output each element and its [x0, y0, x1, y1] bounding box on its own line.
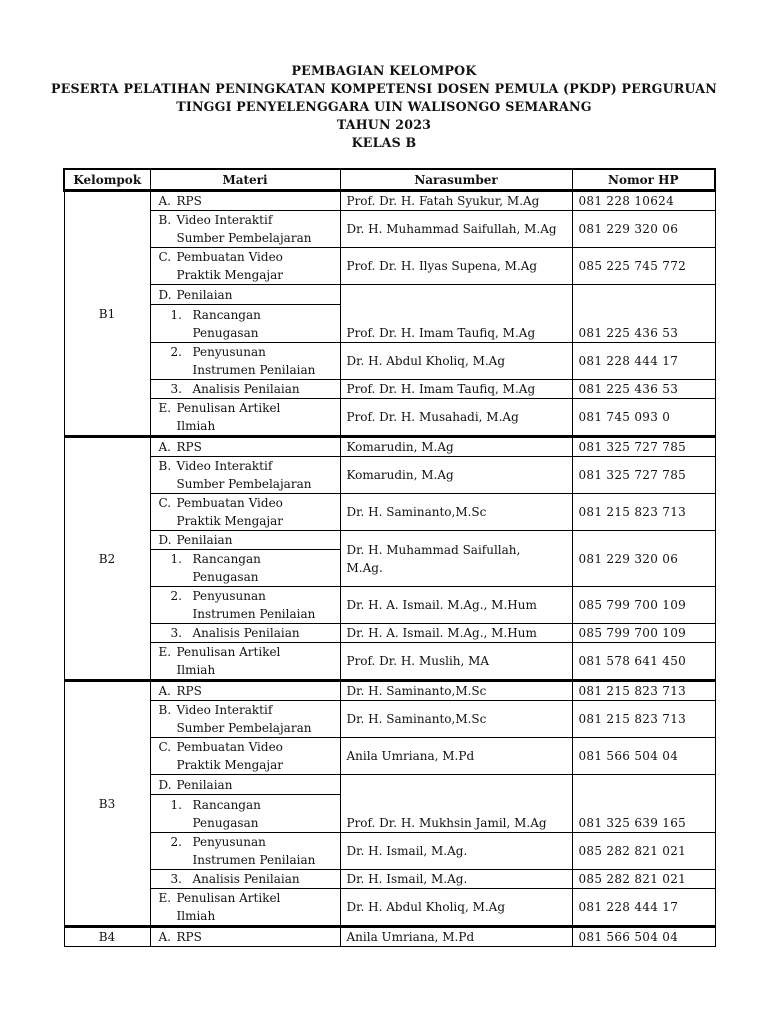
- materi-cell: [150, 211, 340, 248]
- phone-text: 081 228 444 17: [578, 900, 679, 914]
- materi-marker: D.: [158, 287, 172, 302]
- materi-marker: 3.: [170, 626, 182, 640]
- materi-text: Rancangan: [192, 307, 261, 322]
- table-row: [64, 248, 715, 285]
- phone-cell: [572, 624, 715, 643]
- narasumber-cell: [340, 494, 572, 531]
- phone-text: 081 229 320 06: [578, 222, 679, 236]
- materi-text: Rancangan: [192, 797, 261, 812]
- group-table: [63, 168, 716, 947]
- narasumber-cell: [340, 775, 572, 833]
- kelompok-cell: B4: [64, 927, 150, 947]
- materi-cell: [150, 191, 340, 211]
- materi-text: RPS: [176, 194, 202, 208]
- table-row: [64, 587, 715, 624]
- materi-text: RPS: [176, 684, 202, 698]
- phone-text: 081 229 320 06: [578, 551, 679, 566]
- table-row: [64, 738, 715, 775]
- materi-text: Pembuatan Video: [176, 496, 283, 510]
- table-row: [64, 775, 715, 795]
- materi-text: Sumber Pembelajaran: [176, 477, 312, 491]
- narasumber-cell: [340, 624, 572, 643]
- narasumber-text: Prof. Dr. H. Muslih, MA: [346, 654, 490, 668]
- materi-text: Penugasan: [192, 815, 259, 830]
- materi-text: Instrumen Penilaian: [192, 853, 316, 867]
- materi-text: Penyusunan: [192, 835, 266, 849]
- kelompok-cell: B3: [64, 681, 150, 927]
- materi-text: Instrumen Penilaian: [192, 607, 316, 621]
- materi-marker: 2.: [170, 589, 182, 603]
- narasumber-text: Dr. H. A. Ismail. M.Ag., M.Hum: [346, 598, 537, 612]
- doc-subtitle-2: TINGGI PENYELENGGARA UIN WALISONGO SEMARANG: [176, 99, 592, 114]
- narasumber-text: Komarudin, M.Ag: [346, 440, 454, 454]
- materi-cell: [150, 531, 340, 550]
- narasumber-text: Dr. H. Abdul Kholiq, M.Ag: [346, 354, 506, 368]
- table-header-row: [64, 169, 715, 191]
- narasumber-cell: [340, 343, 572, 380]
- materi-marker: 2.: [170, 835, 182, 849]
- materi-text: Ilmiah: [176, 419, 216, 433]
- materi-cell: [150, 457, 340, 494]
- phone-text: 081 578 641 450: [578, 654, 687, 668]
- phone-cell: [572, 889, 715, 927]
- narasumber-text-2: M.Ag.: [346, 560, 383, 575]
- phone-cell: [572, 643, 715, 681]
- materi-text: Penyusunan: [192, 589, 266, 603]
- materi-marker: C.: [158, 496, 172, 510]
- phone-cell: [572, 248, 715, 285]
- narasumber-text: Anila Umriana, M.Pd: [346, 749, 475, 763]
- phone-cell: [572, 775, 715, 833]
- materi-cell: [150, 399, 340, 437]
- materi-cell: [150, 775, 340, 795]
- materi-cell: [150, 380, 340, 399]
- phone-cell: [572, 343, 715, 380]
- materi-cell: [150, 701, 340, 738]
- group-b4: [64, 927, 715, 947]
- group-b3: [64, 681, 715, 927]
- table-row: [64, 701, 715, 738]
- phone-cell: [572, 457, 715, 494]
- table-row: [64, 927, 715, 947]
- narasumber-cell: [340, 738, 572, 775]
- table-row: [64, 889, 715, 927]
- col-header-nomor-hp: Nomor HP: [572, 169, 715, 191]
- materi-marker: D.: [158, 533, 172, 547]
- phone-cell: [572, 738, 715, 775]
- materi-cell: [150, 795, 340, 833]
- phone-text: 081 566 504 04: [578, 930, 679, 944]
- materi-text: Penilaian: [176, 287, 233, 302]
- materi-text: Penulisan Artikel: [176, 891, 281, 905]
- narasumber-text: Prof. Dr. H. Imam Taufiq, M.Ag: [346, 382, 536, 396]
- phone-cell: [572, 399, 715, 437]
- phone-cell: [572, 211, 715, 248]
- doc-year: TAHUN 2023: [336, 117, 432, 132]
- narasumber-cell: [340, 380, 572, 399]
- phone-cell: [572, 701, 715, 738]
- materi-text: Penugasan: [192, 570, 259, 584]
- table-row: [64, 399, 715, 437]
- materi-marker: A.: [158, 440, 171, 454]
- table-row: [64, 211, 715, 248]
- narasumber-text: Prof. Dr. H. Ilyas Supena, M.Ag: [346, 259, 538, 273]
- materi-marker: A.: [158, 930, 171, 944]
- narasumber-text: Dr. H. Ismail, M.Ag.: [346, 872, 468, 886]
- narasumber-text: Dr. H. Ismail, M.Ag.: [346, 844, 468, 858]
- table-row: [64, 437, 715, 457]
- materi-marker: 1.: [170, 797, 182, 812]
- table-row: [64, 531, 715, 550]
- kelompok-cell: B1: [64, 191, 150, 437]
- narasumber-cell: [340, 437, 572, 457]
- phone-text: 081 566 504 04: [578, 749, 679, 763]
- narasumber-cell: [340, 248, 572, 285]
- phone-text: 081 215 823 713: [578, 505, 687, 519]
- phone-cell: [572, 380, 715, 399]
- materi-marker: B.: [158, 459, 172, 473]
- materi-text: Penyusunan: [192, 345, 266, 359]
- materi-marker: E.: [158, 401, 172, 415]
- table-row: [64, 624, 715, 643]
- narasumber-text: Komarudin, M.Ag: [346, 468, 454, 482]
- materi-marker: 3.: [170, 872, 182, 886]
- phone-text: 081 325 727 785: [578, 440, 687, 454]
- materi-text: Analisis Penilaian: [192, 382, 300, 396]
- materi-cell: [150, 587, 340, 624]
- phone-cell: [572, 870, 715, 889]
- materi-text: Video Interaktif: [176, 703, 273, 717]
- doc-subtitle-1: PESERTA PELATIHAN PENINGKATAN KOMPETENSI DOSEN PEMULA (PKDP) PERGURUAN: [51, 81, 717, 96]
- materi-cell: [150, 305, 340, 343]
- materi-text: Video Interaktif: [176, 213, 273, 227]
- narasumber-cell: [340, 927, 572, 947]
- group-b2: [64, 437, 715, 681]
- materi-marker: B.: [158, 213, 172, 227]
- col-header-materi: Materi: [150, 169, 340, 191]
- materi-marker: 3.: [170, 382, 182, 396]
- materi-text: Penilaian: [176, 777, 233, 792]
- narasumber-cell: [340, 587, 572, 624]
- table-row: [64, 380, 715, 399]
- materi-marker: A.: [158, 194, 171, 208]
- narasumber-text: Prof. Dr. H. Fatah Syukur, M.Ag: [346, 194, 540, 208]
- materi-marker: D.: [158, 777, 172, 792]
- phone-cell: [572, 927, 715, 947]
- narasumber-text: Dr. H. Saminanto,M.Sc: [346, 712, 487, 726]
- phone-text: 081 745 093 0: [578, 410, 671, 424]
- phone-cell: [572, 587, 715, 624]
- phone-cell: [572, 531, 715, 587]
- col-header-narasumber: Narasumber: [340, 169, 572, 191]
- narasumber-text: Prof. Dr. H. Imam Taufiq, M.Ag: [346, 326, 536, 340]
- table-row: [64, 833, 715, 870]
- narasumber-cell: [340, 681, 572, 701]
- table-row: [64, 870, 715, 889]
- table-row: [64, 494, 715, 531]
- materi-text: Analisis Penilaian: [192, 872, 300, 886]
- materi-marker: E.: [158, 891, 172, 905]
- phone-cell: [572, 191, 715, 211]
- narasumber-text: Dr. H. Abdul Kholiq, M.Ag: [346, 900, 506, 914]
- materi-marker: C.: [158, 740, 172, 754]
- materi-text: RPS: [176, 930, 202, 944]
- materi-marker: 2.: [170, 345, 182, 359]
- phone-cell: [572, 437, 715, 457]
- materi-text: Penulisan Artikel: [176, 401, 281, 415]
- narasumber-cell: [340, 643, 572, 681]
- phone-text: 085 282 821 021: [578, 872, 687, 886]
- materi-cell: [150, 494, 340, 531]
- materi-text: Sumber Pembelajaran: [176, 231, 312, 245]
- materi-text: Instrumen Penilaian: [192, 363, 316, 377]
- narasumber-text: Anila Umriana, M.Pd: [346, 930, 475, 944]
- phone-text: 081 228 444 17: [578, 354, 679, 368]
- materi-text: Pembuatan Video: [176, 740, 283, 754]
- narasumber-cell: [340, 531, 572, 587]
- materi-cell: [150, 870, 340, 889]
- materi-marker: C.: [158, 250, 172, 264]
- materi-cell: [150, 285, 340, 305]
- materi-cell: [150, 624, 340, 643]
- materi-cell: [150, 343, 340, 380]
- phone-text: 085 799 700 109: [578, 626, 687, 640]
- materi-text: Analisis Penilaian: [192, 626, 300, 640]
- table-row: [64, 681, 715, 701]
- table-row: [64, 643, 715, 681]
- phone-text: 081 215 823 713: [578, 684, 687, 698]
- materi-text: Ilmiah: [176, 909, 216, 923]
- materi-text: Rancangan: [192, 552, 261, 566]
- phone-text: 081 225 436 53: [578, 326, 679, 340]
- narasumber-cell: [340, 285, 572, 343]
- materi-marker: 1.: [170, 552, 182, 566]
- materi-text: Ilmiah: [176, 663, 216, 677]
- materi-cell: [150, 927, 340, 947]
- table-row: [64, 285, 715, 305]
- col-header-kelompok: Kelompok: [64, 169, 150, 191]
- phone-text: 085 799 700 109: [578, 598, 687, 612]
- phone-text: 081 215 823 713: [578, 712, 687, 726]
- materi-cell: [150, 437, 340, 457]
- materi-text: Penulisan Artikel: [176, 645, 281, 659]
- phone-cell: [572, 494, 715, 531]
- materi-cell: [150, 889, 340, 927]
- materi-text: Sumber Pembelajaran: [176, 721, 312, 735]
- narasumber-cell: [340, 211, 572, 248]
- narasumber-text: Prof. Dr. H. Musahadi, M.Ag: [346, 410, 519, 424]
- phone-cell: [572, 833, 715, 870]
- materi-marker: E.: [158, 645, 172, 659]
- materi-cell: [150, 643, 340, 681]
- narasumber-cell: [340, 889, 572, 927]
- materi-text: Penilaian: [176, 533, 233, 547]
- phone-text: 081 325 639 165: [578, 816, 687, 830]
- materi-text: Pembuatan Video: [176, 250, 283, 264]
- narasumber-text: Dr. H. A. Ismail. M.Ag., M.Hum: [346, 626, 537, 640]
- materi-text: Praktik Mengajar: [176, 758, 284, 772]
- narasumber-text: Dr. H. Saminanto,M.Sc: [346, 684, 487, 698]
- phone-cell: [572, 681, 715, 701]
- materi-marker: 1.: [170, 307, 182, 322]
- narasumber-text: Dr. H. Muhammad Saifullah,: [346, 542, 521, 557]
- narasumber-cell: [340, 701, 572, 738]
- narasumber-cell: [340, 399, 572, 437]
- kelompok-cell: B2: [64, 437, 150, 681]
- doc-title: PEMBAGIAN KELOMPOK: [291, 63, 477, 78]
- narasumber-cell: [340, 457, 572, 494]
- phone-text: 081 325 727 785: [578, 468, 687, 482]
- phone-cell: [572, 285, 715, 343]
- materi-cell: [150, 248, 340, 285]
- table-row: [64, 343, 715, 380]
- narasumber-text: Prof. Dr. H. Mukhsin Jamil, M.Ag: [346, 816, 547, 830]
- materi-text: Praktik Mengajar: [176, 268, 284, 282]
- phone-text: 081 225 436 53: [578, 382, 679, 396]
- narasumber-text: Dr. H. Muhammad Saifullah, M.Ag: [346, 222, 557, 236]
- narasumber-cell: [340, 833, 572, 870]
- narasumber-cell: [340, 870, 572, 889]
- materi-text: RPS: [176, 440, 202, 454]
- phone-text: 085 225 745 772: [578, 259, 687, 273]
- materi-text: Penugasan: [192, 325, 259, 340]
- doc-class: KELAS B: [351, 135, 417, 150]
- narasumber-cell: [340, 191, 572, 211]
- narasumber-text: Dr. H. Saminanto,M.Sc: [346, 505, 487, 519]
- materi-cell: [150, 833, 340, 870]
- materi-text: Praktik Mengajar: [176, 514, 284, 528]
- materi-cell: [150, 550, 340, 587]
- materi-cell: [150, 681, 340, 701]
- phone-text: 081 228 10624: [578, 194, 675, 208]
- materi-marker: A.: [158, 684, 171, 698]
- table-row: [64, 191, 715, 211]
- phone-text: 085 282 821 021: [578, 844, 687, 858]
- materi-marker: B.: [158, 703, 172, 717]
- materi-cell: [150, 738, 340, 775]
- group-b1: [64, 191, 715, 437]
- table-row: [64, 457, 715, 494]
- materi-text: Video Interaktif: [176, 459, 273, 473]
